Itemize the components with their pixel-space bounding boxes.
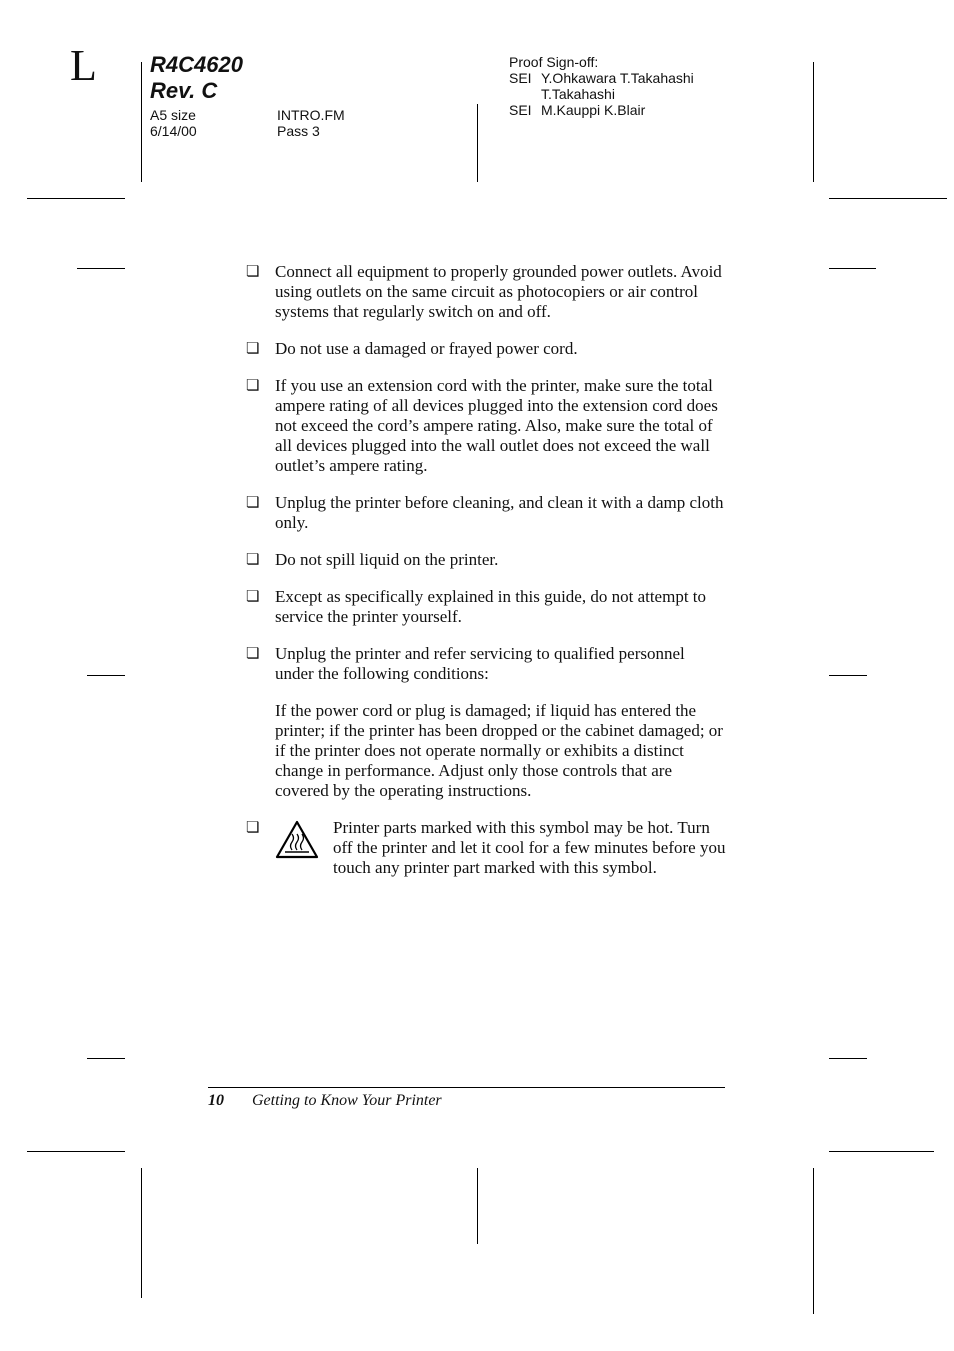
checkbox-bullet-icon: ❏: [246, 646, 260, 662]
page-number: 10: [208, 1092, 224, 1109]
proof-code: [509, 86, 541, 102]
crop-mark: [829, 198, 947, 199]
list-item-text: If you use an extension cord with the printer, make sure the total ampere rating of all devices plugged into the extension cord does not exceed the cord’s ampere rating. Also, make sure the total of all devices plugged into the wall outlet does not exceed the wall outlet’s ampere rating.: [275, 376, 718, 475]
list-item-text: Except as specifically explained in this guide, do not attempt to service the printer yourself.: [275, 587, 707, 626]
document-code-line1: R4C4620: [150, 52, 243, 77]
proof-names: T.Takahashi: [541, 86, 615, 102]
crop-mark: [141, 62, 142, 182]
hot-parts-warning: [246, 818, 726, 878]
list-item-text: Unplug the printer and refer servicing to qualified personnel under the following conditions:: [275, 644, 685, 683]
crop-mark: [141, 1168, 142, 1298]
crop-mark: [477, 104, 478, 182]
safety-instructions: [246, 262, 726, 878]
proof-row: [509, 86, 694, 102]
list-item: [246, 262, 726, 322]
proof-label: Proof Sign-off:: [509, 54, 599, 70]
crop-mark: [87, 675, 125, 676]
service-conditions: If the power cord or plug is damaged; if liquid has entered the printer; if the printer has been dropped or the cabinet damaged; or if the printer does not operate normally or exhibits a distinct change in performance. Adjust only those controls that are covered by the operating instructions.: [275, 701, 723, 800]
checkbox-bullet-icon: ❏: [246, 820, 260, 836]
list-item-text: Unplug the printer before cleaning, and clean it with a damp cloth only.: [275, 493, 724, 532]
proof-row: [509, 70, 694, 86]
list-item: [246, 376, 726, 476]
list-item: [246, 644, 726, 684]
pass-number: Pass 3: [277, 123, 320, 139]
list-item: [246, 587, 726, 627]
crop-mark: [27, 1151, 125, 1152]
checkbox-bullet-icon: ❏: [246, 378, 260, 394]
margin-letter: L: [70, 41, 97, 90]
list-item-text: Do not use a damaged or frayed power cord.: [275, 339, 578, 358]
crop-mark: [829, 1058, 867, 1059]
proof-names: M.Kauppi K.Blair: [541, 102, 646, 118]
crop-mark: [829, 675, 867, 676]
crop-mark: [813, 62, 814, 182]
checkbox-bullet-icon: ❏: [246, 264, 260, 280]
proof-code: SEI: [509, 102, 532, 118]
hot-surface-warning-icon: [275, 818, 333, 878]
file-name: INTRO.FM: [277, 107, 345, 123]
hot-warning-text: Printer parts marked with this symbol may be hot. Turn off the printer and let it cool for a few minutes before you touch any printer part marked with this symbol.: [333, 818, 726, 877]
doc-date: 6/14/00: [150, 123, 197, 139]
crop-mark: [27, 198, 125, 199]
crop-mark: [77, 268, 125, 269]
list-item-text: Do not spill liquid on the printer.: [275, 550, 499, 569]
running-title: Getting to Know Your Printer: [252, 1092, 442, 1109]
document-code: [150, 52, 243, 104]
crop-mark: [813, 1168, 814, 1314]
page-footer: [208, 1091, 442, 1111]
crop-mark: [829, 1151, 934, 1152]
crop-mark: [829, 268, 876, 269]
list-item: [246, 550, 726, 570]
crop-mark: [87, 1058, 125, 1059]
proof-names: Y.Ohkawara T.Takahashi: [541, 70, 694, 86]
list-item: [246, 339, 726, 359]
crop-mark: [477, 1168, 478, 1244]
checkbox-bullet-icon: ❏: [246, 589, 260, 605]
checkbox-bullet-icon: ❏: [246, 552, 260, 568]
list-item: [246, 493, 726, 533]
page-size: A5 size: [150, 107, 196, 123]
checkbox-bullet-icon: ❏: [246, 495, 260, 511]
proof-code: SEI: [509, 70, 532, 86]
footer-rule: [208, 1087, 725, 1088]
proof-signoff: [509, 54, 694, 118]
proof-row: [509, 102, 694, 118]
checkbox-bullet-icon: ❏: [246, 341, 260, 357]
list-item-text: Connect all equipment to properly grounded power outlets. Avoid using outlets on the same circuit as photocopiers or air control systems that regularly switch on and off.: [275, 262, 722, 321]
document-revision: Rev. C: [150, 78, 218, 103]
